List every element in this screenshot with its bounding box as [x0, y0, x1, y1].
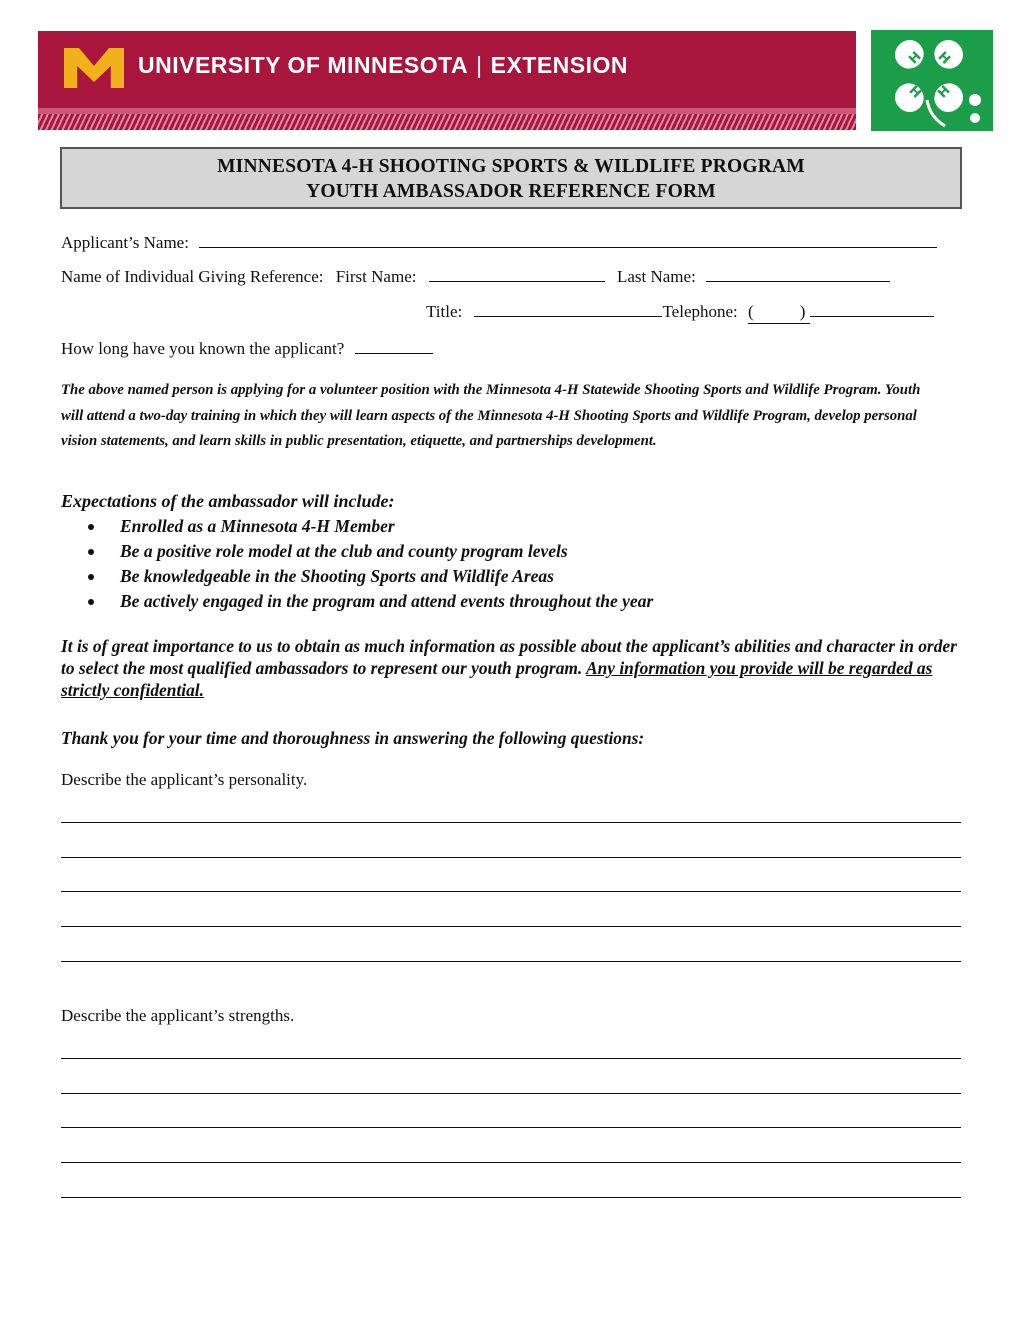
- reference-name-label: Name of Individual Giving Reference:: [61, 267, 324, 286]
- form-title-line2: YOUTH AMBASSADOR REFERENCE FORM: [306, 181, 716, 202]
- clover-icon: [871, 30, 993, 131]
- applicant-name-label: Applicant’s Name:: [61, 233, 189, 252]
- telephone-label: Telephone:: [662, 302, 738, 321]
- expectations-list: [88, 514, 653, 614]
- title-field[interactable]: [474, 300, 662, 317]
- how-long-field[interactable]: [355, 337, 433, 354]
- personality-answer-line-2[interactable]: [61, 857, 961, 858]
- strengths-answer-line-2[interactable]: [61, 1093, 961, 1094]
- list-item: Be actively engaged in the program and attend events throughout the year: [88, 589, 653, 614]
- wordmark-university: UNIVERSITY OF MINNESOTA: [138, 52, 469, 78]
- confidential-statement: Any information you provide will be regarded as strictly confidential.: [61, 658, 933, 700]
- four-h-clover-logo: [871, 30, 993, 131]
- importance-text: It is of great importance to us to obtain as much information as possible about the applicant’s abilities and character in order to select the most qualified ambassadors to represent our youth program.: [61, 636, 957, 678]
- last-name-label: Last Name:: [616, 267, 696, 286]
- strengths-answer-line-1[interactable]: [61, 1058, 961, 1059]
- first-name-label: First Name:: [335, 267, 417, 286]
- thanks-statement: Thank you for your time and thoroughness in answering the following questions:: [61, 728, 645, 748]
- question-strengths: Describe the applicant’s strengths.: [61, 1006, 295, 1025]
- form-title-box: [60, 147, 962, 209]
- university-m-logo: [64, 48, 124, 88]
- reference-name-row: [61, 265, 961, 288]
- wordmark-extension: EXTENSION: [490, 52, 629, 78]
- personality-answer-line-3[interactable]: [61, 891, 961, 892]
- strengths-answer-line-3[interactable]: [61, 1127, 961, 1128]
- telephone-number-field[interactable]: [810, 300, 934, 317]
- personality-answer-line-5[interactable]: [61, 961, 961, 962]
- first-name-field[interactable]: [429, 265, 605, 282]
- intro-paragraph: The above named person is applying for a volunteer position with the Minnesota 4-H Statewide Shooting Sports and Wildlife Program. Youth will attend a two-day training in which they will learn aspects of the Minnesota 4-H Shooting Sports and Wildlife Program, develop personal vision statements, and learn skills in public presentation, etiquette, and partnerships development.: [61, 382, 921, 450]
- personality-answer-line-1[interactable]: [61, 822, 961, 823]
- banner-stripes: [38, 114, 856, 130]
- how-long-label: How long have you known the applicant?: [61, 339, 345, 358]
- title-telephone-row: [426, 300, 962, 324]
- wordmark-separator: |: [476, 52, 483, 78]
- question-personality: Describe the applicant’s personality.: [61, 770, 308, 789]
- strengths-answer-line-5[interactable]: [61, 1197, 961, 1198]
- svg-text:H: H: [935, 83, 954, 102]
- list-item: Be a positive role model at the club and county program levels: [88, 539, 653, 564]
- list-item: Enrolled as a Minnesota 4-H Member: [88, 514, 653, 539]
- form-title-line1: MINNESOTA 4-H SHOOTING SPORTS & WILDLIFE PROGRAM: [217, 156, 805, 177]
- importance-paragraph: [61, 635, 961, 701]
- expectations-heading: Expectations of the ambassador will include:: [61, 491, 395, 511]
- applicant-name-row: [61, 231, 961, 254]
- applicant-name-field[interactable]: [199, 231, 937, 248]
- area-code-field[interactable]: [748, 301, 810, 324]
- area-code-open-paren: (: [748, 302, 754, 321]
- strengths-answer-line-4[interactable]: [61, 1162, 961, 1163]
- svg-text:H: H: [905, 83, 924, 102]
- area-code-close-paren: ): [799, 302, 806, 321]
- svg-text:H: H: [934, 49, 953, 68]
- list-item: Be knowledgeable in the Shooting Sports and Wildlife Areas: [88, 564, 653, 589]
- svg-text:H: H: [906, 49, 925, 68]
- university-banner: [38, 31, 856, 130]
- personality-answer-line-4[interactable]: [61, 926, 961, 927]
- university-wordmark: [138, 52, 628, 79]
- how-long-row: [61, 337, 961, 360]
- last-name-field[interactable]: [706, 265, 890, 282]
- title-label: Title:: [426, 302, 463, 321]
